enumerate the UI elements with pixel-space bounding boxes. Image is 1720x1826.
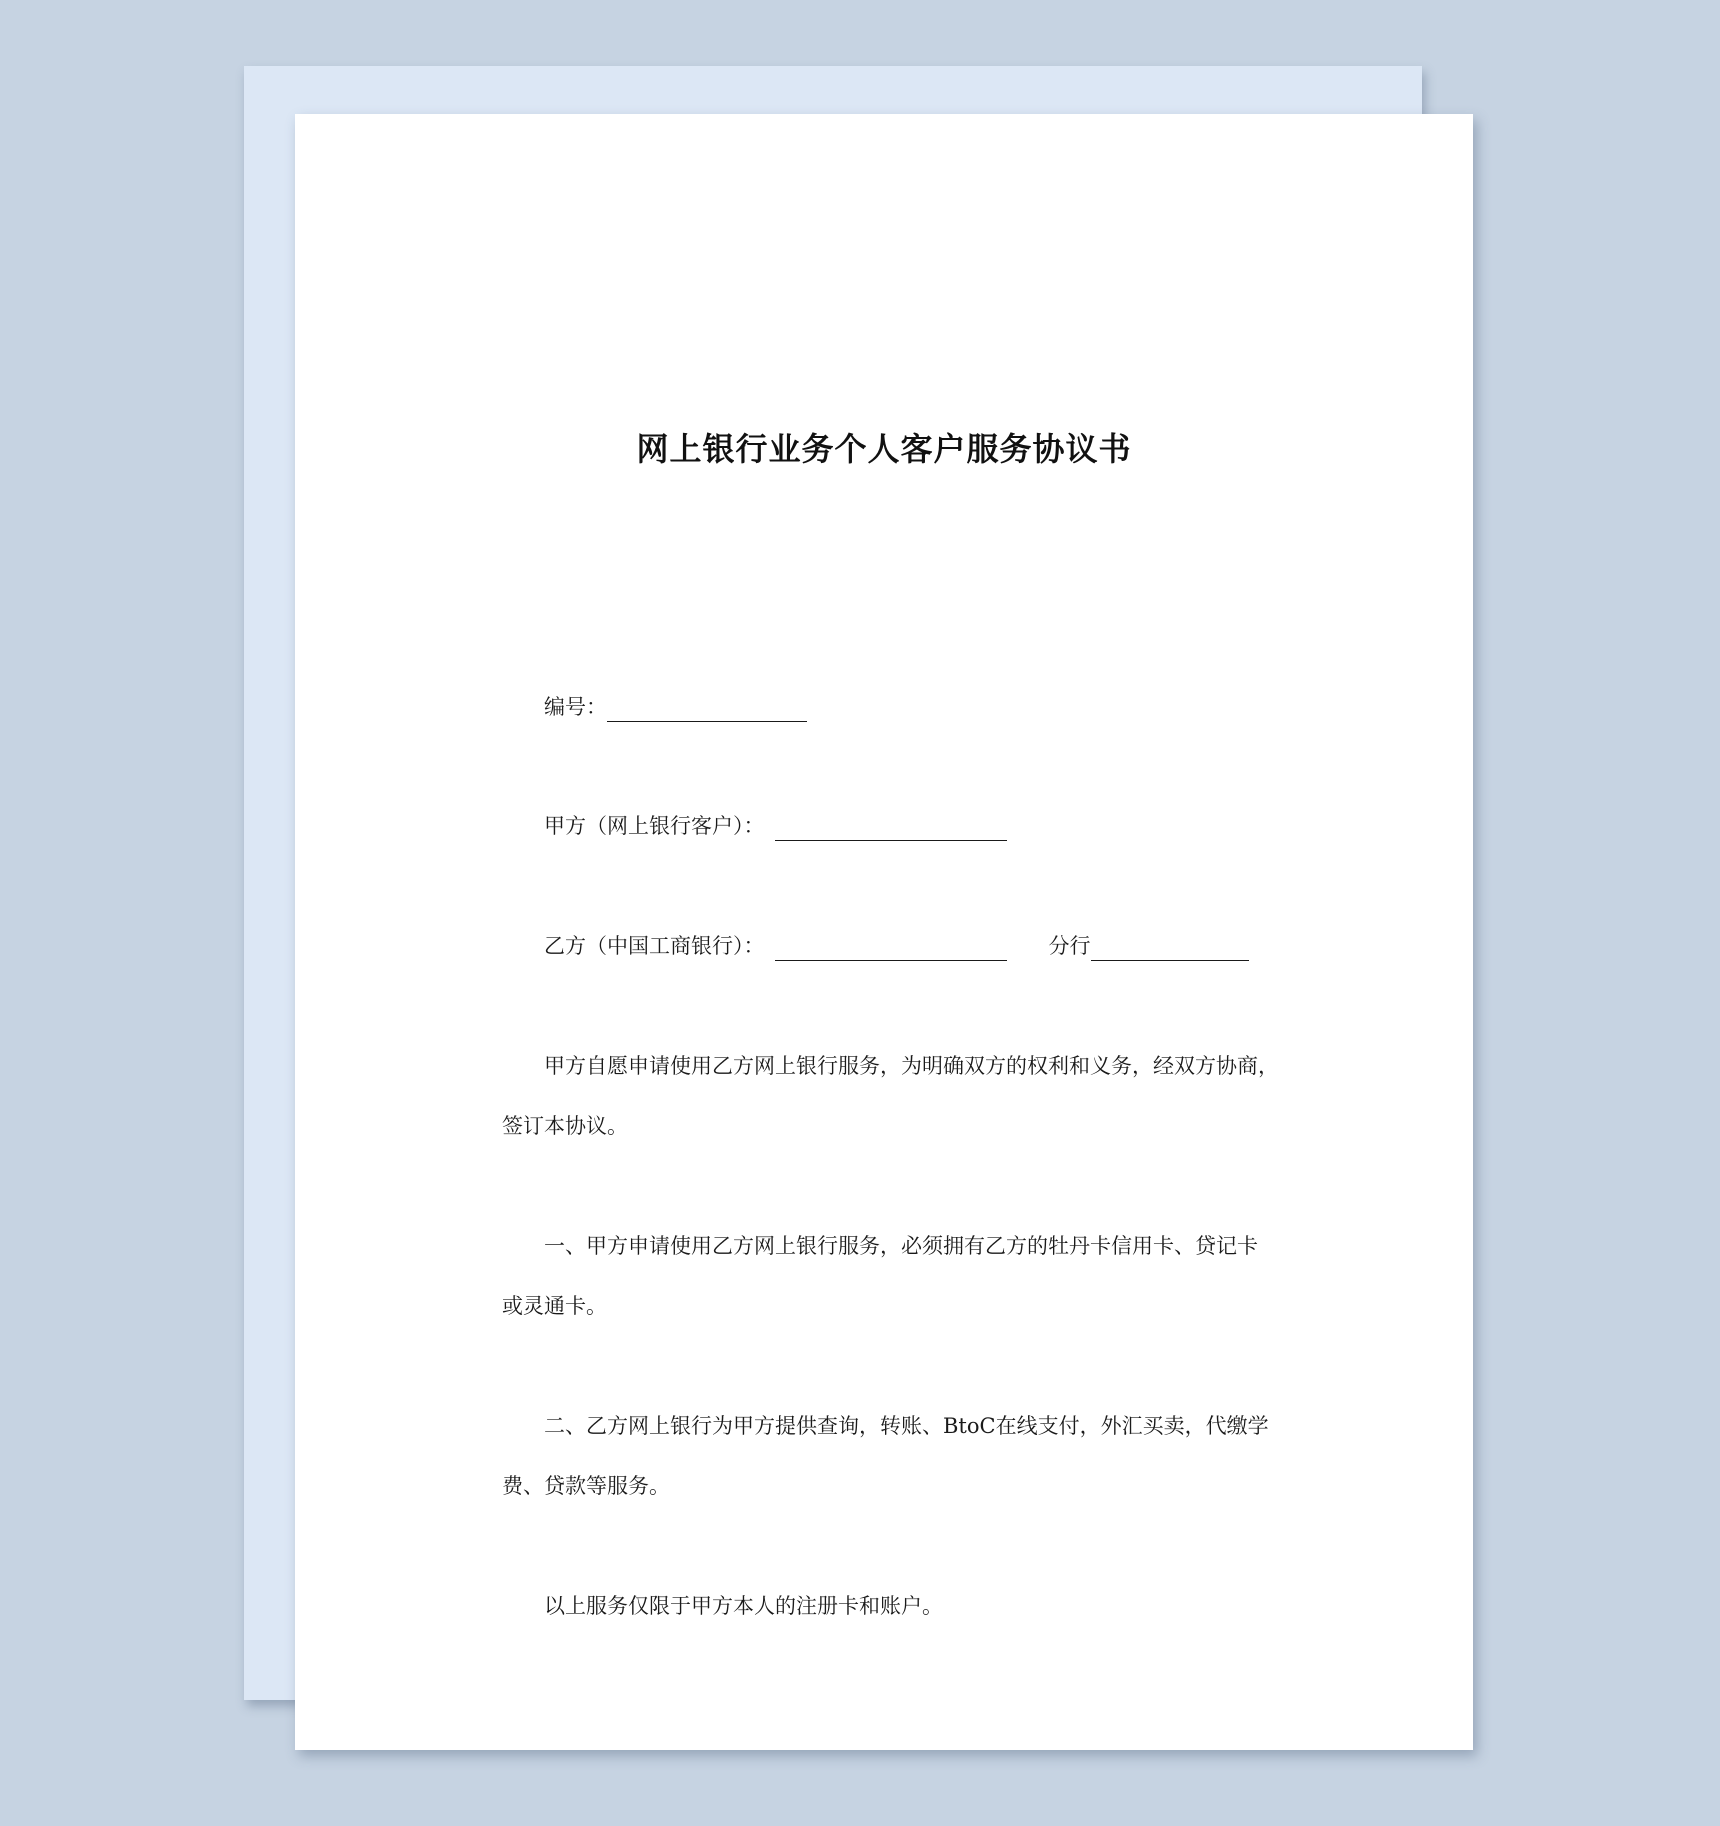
clause-1-line-2: 或灵通卡。 xyxy=(502,1294,607,1318)
number-label: 编号： xyxy=(544,695,607,719)
branch-blank-field[interactable] xyxy=(1091,934,1249,961)
party-a-row xyxy=(544,811,1007,841)
clause-1-line-1: 一、甲方申请使用乙方网上银行服务，必须拥有乙方的牡丹卡信用卡、贷记卡 xyxy=(544,1234,1258,1258)
clause-2-line-2: 费、贷款等服务。 xyxy=(502,1474,670,1498)
document-page xyxy=(295,114,1473,1750)
party-a-blank-field[interactable] xyxy=(775,814,1007,841)
number-blank-field[interactable] xyxy=(607,695,807,722)
preamble-line-2: 签订本协议。 xyxy=(502,1114,628,1138)
clause-2-line-1: 二、乙方网上银行为甲方提供查询，转账、BtoC在线支付，外汇买卖，代缴学 xyxy=(544,1414,1269,1438)
party-b-label: 乙方（中国工商银行）： xyxy=(544,934,765,958)
party-b-blank-field[interactable] xyxy=(775,934,1007,961)
party-b-row xyxy=(544,931,1249,961)
party-a-label: 甲方（网上银行客户）： xyxy=(544,814,765,838)
branch-label: 分行 xyxy=(1048,934,1091,958)
preamble-line-1: 甲方自愿申请使用乙方网上银行服务，为明确双方的权利和义务，经双方协商， xyxy=(544,1054,1279,1078)
number-row xyxy=(544,692,807,722)
document-title: 网上银行业务个人客户服务协议书 xyxy=(636,430,1132,468)
service-note: 以上服务仅限于甲方本人的注册卡和账户。 xyxy=(544,1594,943,1618)
